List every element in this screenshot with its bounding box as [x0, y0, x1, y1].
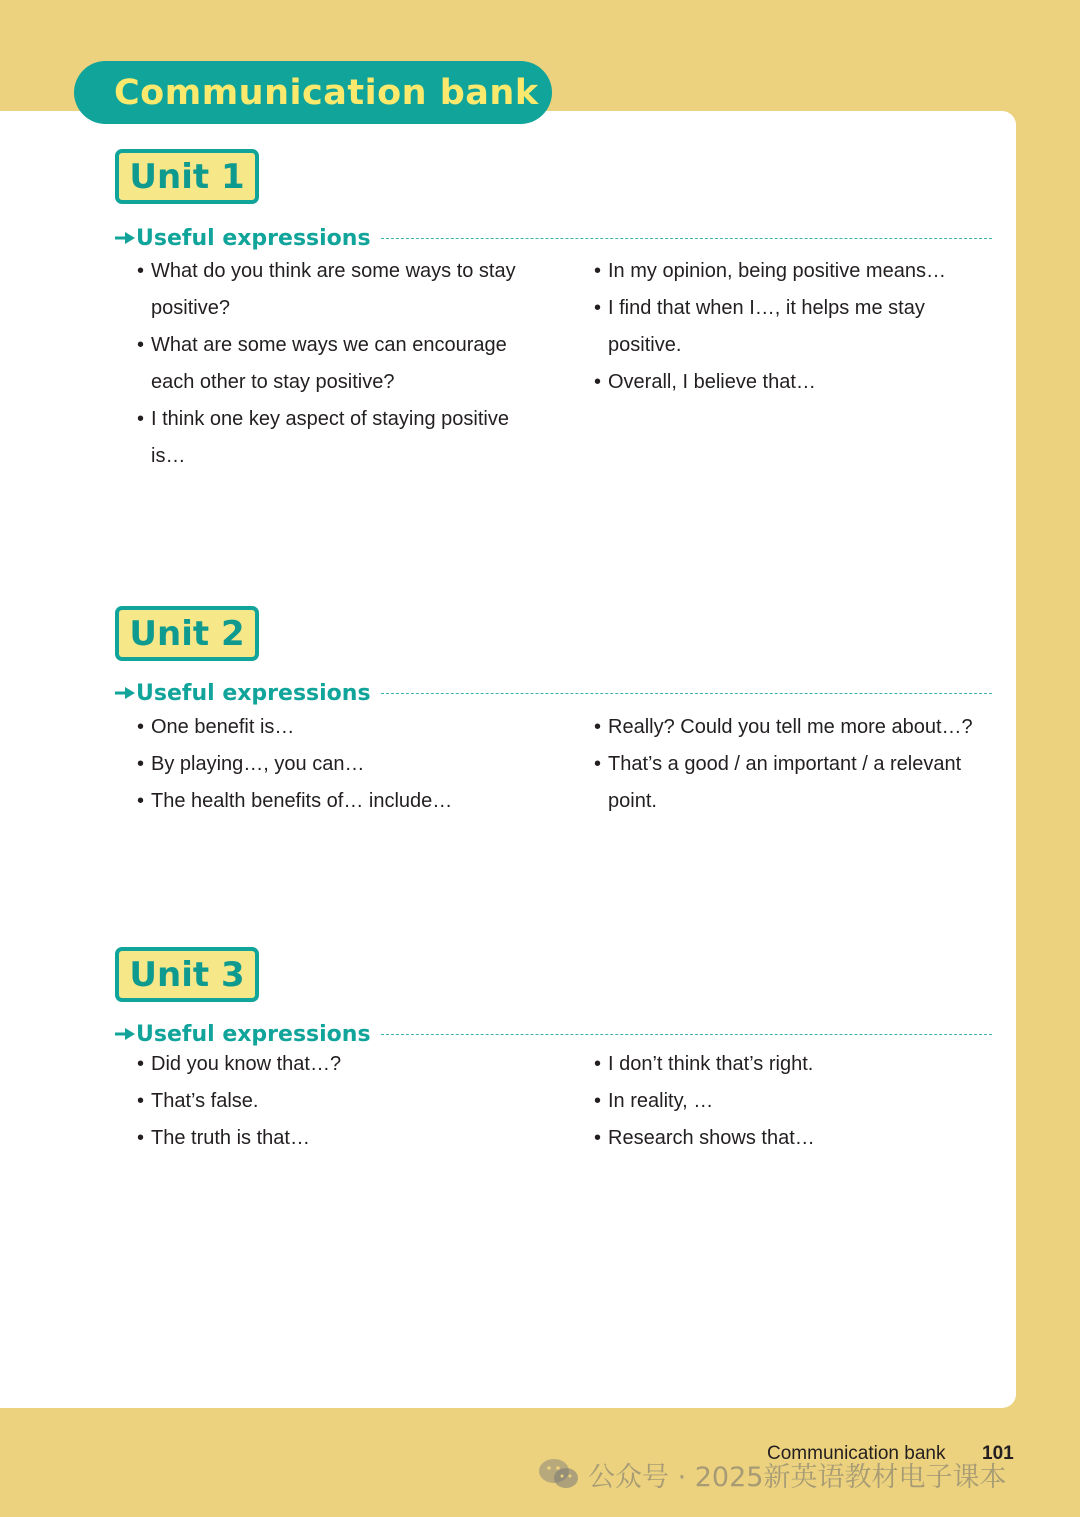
unit-title: Unit 1 — [129, 156, 245, 197]
list-item: • Overall, I believe that… — [594, 364, 969, 401]
list-item: • That’s false. — [137, 1083, 542, 1120]
list-item: • I don’t think that’s right. — [594, 1046, 994, 1083]
unit-3-useful-expressions-header — [115, 1020, 992, 1048]
unit-1-useful-expressions-header — [115, 224, 992, 252]
section-label: Useful expressions — [136, 225, 371, 251]
watermark-text: 公众号 · 2025新英语教材电子课本 — [588, 1461, 1007, 1493]
section-label: Useful expressions — [136, 680, 371, 706]
unit-2-heading — [115, 606, 259, 661]
arrow-right-icon — [115, 231, 135, 245]
list-item: • In my opinion, being positive means… — [594, 253, 969, 290]
list-item: • The truth is that… — [137, 1120, 542, 1157]
wechat-icon — [538, 1457, 580, 1491]
unit-title: Unit 2 — [129, 613, 245, 654]
list-item: • What do you think are some ways to stay positive? — [137, 253, 542, 327]
section-label: Useful expressions — [136, 1021, 371, 1047]
arrow-right-icon — [115, 686, 135, 700]
list-item: • In reality, … — [594, 1083, 994, 1120]
unit-3-heading — [115, 947, 259, 1002]
unit-1-right-list — [594, 253, 969, 401]
list-item: • I find that when I…, it helps me stay positive. — [594, 290, 969, 364]
unit-1-left-list — [137, 253, 542, 475]
unit-3-left-list — [137, 1046, 542, 1157]
unit-3-right-list — [594, 1046, 994, 1157]
dashed-divider — [381, 693, 992, 694]
unit-2-left-list — [137, 709, 542, 820]
page-title: Communication bank — [114, 72, 539, 113]
list-item: • Did you know that…? — [137, 1046, 542, 1083]
arrow-right-icon — [115, 1027, 135, 1041]
watermark — [538, 1455, 1006, 1493]
list-item: • What are some ways we can encourage each other to stay positive? — [137, 327, 542, 401]
list-item: • The health benefits of… include… — [137, 783, 542, 820]
unit-1-heading — [115, 149, 259, 204]
list-item: • Research shows that… — [594, 1120, 994, 1157]
page-header — [74, 61, 552, 124]
list-item: • That’s a good / an important / a relevant point. — [594, 746, 994, 820]
list-item: • By playing…, you can… — [137, 746, 542, 783]
list-item: • I think one key aspect of staying positive is… — [137, 401, 542, 475]
unit-2-right-list — [594, 709, 994, 820]
dashed-divider — [381, 238, 992, 239]
page-number: 101 — [982, 1443, 1014, 1464]
unit-2-useful-expressions-header — [115, 679, 992, 707]
dashed-divider — [381, 1034, 992, 1035]
footer-label: Communication bank — [767, 1443, 946, 1464]
list-item: • Really? Could you tell me more about…? — [594, 709, 994, 746]
list-item: • One benefit is… — [137, 709, 542, 746]
unit-title: Unit 3 — [129, 954, 245, 995]
